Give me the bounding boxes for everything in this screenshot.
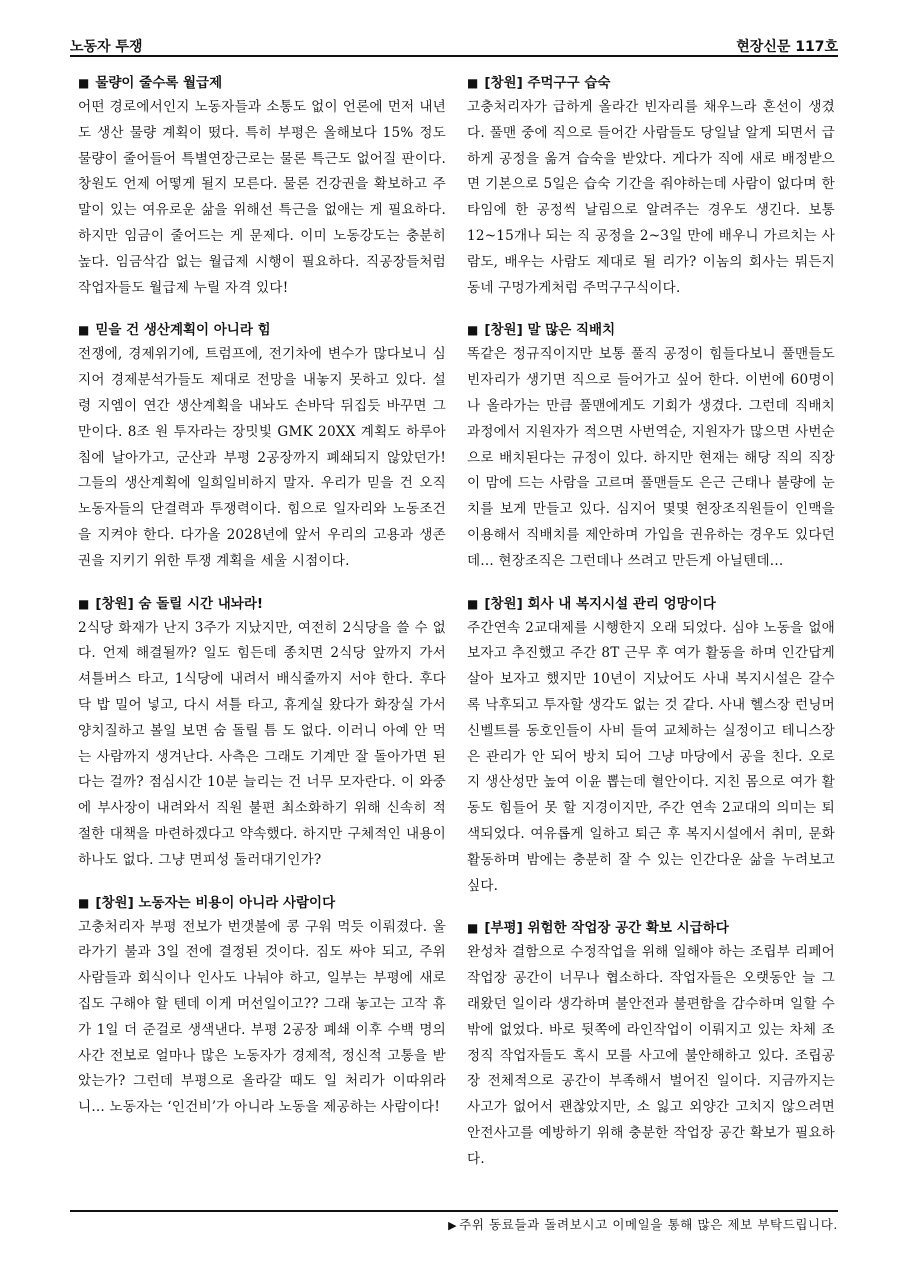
article-title [467,321,835,339]
bullet-icon: ■ [467,596,479,611]
article-title [78,894,446,912]
article-title [78,595,446,613]
section-name: 노동자 투쟁 [70,39,143,55]
article [467,321,835,574]
article [467,919,835,1172]
article-body: 어떤 경로에서인지 노동자들과 소통도 없이 언론에 먼저 내년도 생산 물량 계획이 떴다. 특히 부평은 올해보다 15% 정도 물량이 줄어들어 특별연장근로는 물론 특근도 없어질 판이다. 창원도 언제 어떻게 될지 모른다. 물론 건강권을 확보하고 주말이 있는 여유로운 삶을 위해선 특근을 없애는 게 필요하다. 하지만 임금이 줄어드는 게 문제다. 이미 노동강도는 충분히 높다. 임금삭감 없는 월급제 시행이 필요하다. 직공장들처럼 작업자들도 월급제 누릴 자격 있다! [78,99,446,296]
issue-number: 현장신문 117호 [736,39,838,55]
article-body: 전쟁에, 경제위기에, 트럼프에, 전기차에 변수가 많다보니 심지어 경제분석가들도 제대로 전망을 내놓지 못하고 있다. 설령 지엠이 연간 생산계획을 내놔도 손바닥 뒤집듯 바꾸면 그만이다. 8조 원 투자라는 장밋빛 GMK 20XX 계획도 하루아침에 날아가고, 군산과 부평 2공장까지 폐쇄되지 않았던가! 그들의 생산계획에 일희일비하지 말자. 우리가 믿을 건 오직 노동자들의 단결력과 투쟁력이다. 힘으로 일자리와 노동조건을 지켜야 한다. 다가올 2028년에 앞서 우리의 고용과 생존권을 지키기 위한 투쟁 계획을 세울 시점이다. [78,346,446,569]
article [78,74,446,301]
article-title-text: [창원] 숨 돌릴 시간 내놔라! [95,595,264,612]
footer-text: 주위 동료들과 돌려보시고 이메일을 통해 많은 제보 부탁드립니다. [459,1217,838,1232]
article-body: 고충처리자 부평 전보가 번갯불에 콩 구워 먹듯 이뤄졌다. 올라가기 불과 3일 전에 결정된 것이다. 짐도 싸야 되고, 주위 사람들과 회식이나 인사도 나눠야 하고, 일부는 부평에 새로 집도 구해야 할 텐데 이게 머선일이고?? 그래 놓고는 고작 휴가 1일 더 준걸로 생색낸다. 부평 2공장 폐쇄 이후 수백 명의 사간 전보로 얼마나 많은 노동자가 경제적, 정신적 고통을 받았는가? 그런데 부평으로 올라갈 때도 일 처리가 이따위라니... 노동자는 ‘인건비’가 아니라 노동을 제공하는 사람이다! [78,918,446,1116]
article-body: 2식당 화재가 난지 3주가 지났지만, 여전히 2식당을 쓸 수 없다. 언제 해결될까? 일도 힘든데 종치면 2식당 앞까지 가서 셔틀버스 타고, 1식당에 내려서 배식줄까지 서야 한다. 후다닥 밥 밀어 넣고, 다시 셔틀 타고, 휴게실 왔다가 화장실 가서 양치질하고 볼일 보면 숨 돌릴 틈 도 없다. 이러니 아예 안 먹는 사람까지 생겨난다. 사측은 그래도 기계만 잘 돌아가면 된다는 걸까? 점심시간 10분 늘리는 건 너무 모자란다. 이 와중에 부사장이 내려와서 직원 불편 최소화하기 위해 신속히 적절한 대책을 마련하겠다고 약속했다. 하지만 구체적인 내용이 하나도 없다. 그냥 면피성 둘러대기인가? [78,619,446,868]
footer-notice [448,1215,838,1233]
article-title [78,321,446,339]
article [78,894,446,1121]
article-title-text: [창원] 노동자는 비용이 아니라 사람이다 [95,894,336,911]
article-title-text: [부평] 위험한 작업장 공간 확보 시급하다 [484,920,729,937]
article-body: 완성차 결함으로 수정작업을 위해 일해야 하는 조립부 리페어 작업장 공간이 너무나 협소하다. 작업자들은 오랫동안 늘 그래왔던 일이라 생각하며 불안전과 불편함을 감수하며 일할 수밖에 없었다. 바로 뒷쪽에 라인작업이 이뤄지고 있는 차체 조정직 작업자들도 혹시 모를 사고에 불안해하고 있다. 조립공장 전체적으로 공간이 부족해서 벌어진 일이다. 지금까지는 사고가 없어서 괜찮았지만, 소 잃고 외양간 고치지 않으려면 안전사고를 예방하기 위해 충분한 작업장 공간 확보가 필요하다. [467,944,835,1167]
article-title [467,74,835,92]
article-body: 고충처리자가 급하게 올라간 빈자리를 채우느라 혼선이 생겼다. 풀맨 중에 직으로 들어간 사람들도 당일날 알게 되면서 급하게 공정을 옮겨 습숙을 받았다. 게다가 직에 새로 배정받으면 기본으로 5일은 습숙 기간을 줘야하는데 사람이 없다며 한 타임에 한 공정씩 날림으로 알려주는 경우도 생긴다. 보통 12~15개나 되는 직 공정을 2~3일 만에 배우니 가르치는 사람도, 배우는 사람도 제대로 될 리가? 이놈의 회사는 뭐든지 동네 구멍가게처럼 주먹구구식이다. [467,99,835,296]
article-title [78,74,446,92]
bullet-icon: ■ [78,596,90,611]
article [78,321,446,574]
bullet-icon: ■ [467,323,479,338]
article-title [467,919,835,937]
header-divider [70,55,838,57]
arrow-right-icon: ▶ [448,1219,458,1232]
article-title [467,595,835,613]
bullet-icon: ■ [467,76,479,90]
left-column [78,62,446,1121]
article [78,595,446,874]
article-title-text: [창원] 주먹구구 습숙 [484,75,611,91]
article [467,595,835,900]
article-title-text: 믿을 건 생산계획이 아니라 힘 [95,322,271,339]
bullet-icon: ■ [78,76,90,90]
article [467,74,835,301]
footer-divider [70,1210,838,1212]
bullet-icon: ■ [78,323,90,338]
right-column [467,62,835,1172]
article-title-text: [창원] 말 많은 직배치 [484,322,616,339]
article-body: 주간연속 2교대제를 시행한지 오래 되었다. 심야 노동을 없애보자고 추진했고 주간 8T 근무 후 여가 활동을 하며 인간답게 살아 보자고 했지만 10년이 지났어도 사내 복지시설은 갈수록 낙후되고 투자할 생각도 없는 것 같다. 사내 헬스장 런닝머신벨트를 동호인들이 사비 들여 교체하는 실정이고 테니스장은 관리가 안 되어 방치 되어 그냥 마당에서 공을 친다. 오로지 생산성만 높여 이윤 뽑는데 혈안이다. 지친 몸으로 여가 활동도 힘들어 못 할 지경이지만, 주간 연속 2교대의 의미는 퇴색되었다. 여유롭게 일하고 퇴근 후 복지시설에서 취미, 문화 활동하며 밤에는 충분히 잘 수 있는 인간다운 삶을 누려보고 싶다. [467,619,835,894]
article-title-text: [창원] 회사 내 복지시설 관리 엉망이다 [484,595,716,612]
article-body: 똑같은 정규직이지만 보통 풀직 공정이 힘들다보니 풀맨들도 빈자리가 생기면 직으로 들어가고 싶어 한다. 이번에 60명이나 올라가는 만큼 풀맨에게도 기회가 생겼다. 그런데 직배치 과정에서 지원자가 적으면 사번역순, 지원자가 많으면 사번순으로 배치된다는 규정이 있다. 하지만 현재는 해당 직의 직장이 맘에 드는 사람을 고르며 풀맨들도 은근 근태나 불량에 눈치를 보게 만들고 있다. 심지어 몇몇 현장조직원들이 인맥을 이용해서 직배치를 제안하며 가입을 권유하는 경우도 있다던데... 현장조직은 그런데나 쓰려고 만든게 아닐텐데... [467,346,835,569]
article-title-text: 물량이 줄수록 월급제 [95,75,223,91]
page-header [70,30,838,56]
bullet-icon: ■ [78,895,90,910]
bullet-icon: ■ [467,921,479,936]
